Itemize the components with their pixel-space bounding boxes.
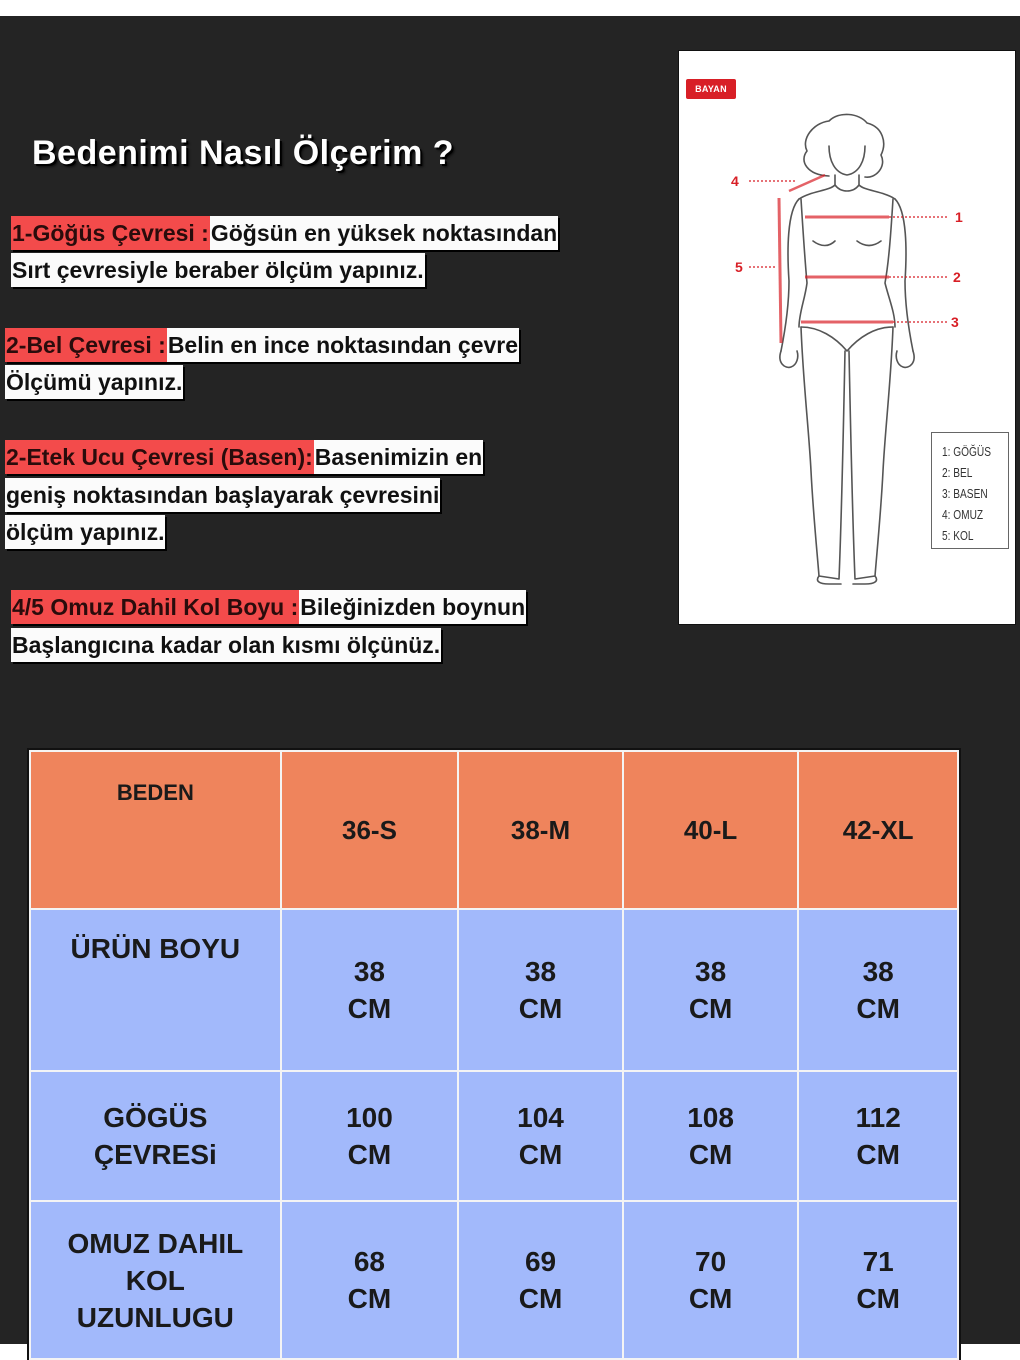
page-title: Bedenimi Nasıl Ölçerim ? [32,134,455,172]
table-cell: 108 CM [623,1071,799,1201]
row-label-gogus-cevresi: GÖGÜS ÇEVRESi [30,1071,281,1201]
legend-item: 2: BEL [942,465,973,480]
table-cell: 112 CM [798,1071,958,1201]
instruction-hip-label: 2-Etek Ucu Çevresi (Basen): [5,440,314,474]
instruction-waist-text: Belin en ince noktasından çevre [167,328,519,362]
legend-item: 4: OMUZ [942,507,984,522]
legend-item: 3: BASEN [942,486,988,501]
instruction-hip-text-2: geniş noktasından başlayarak çevresini [5,478,440,512]
instruction-waist-line-1 [5,328,519,362]
measurement-legend [931,432,1009,549]
instruction-sleeve-label: 4/5 Omuz Dahil Kol Boyu : [11,590,299,624]
instruction-chest-label: 1-Göğüs Çevresi : [11,216,210,250]
table-cell: 104 CM [458,1071,623,1201]
instruction-waist-line-2 [5,365,183,399]
instruction-waist-label: 2-Bel Çevresi : [5,328,167,362]
table-cell: 71 CM [798,1201,958,1359]
instruction-waist-text-2: Ölçümü yapınız. [5,365,183,399]
table-cell: 100 CM [281,1071,459,1201]
row-label-omuz-dahil-kol-uzunlugu: OMUZ DAHIL KOL UZUNLUGU [30,1201,281,1359]
table-cell: 38 CM [623,909,799,1071]
marker-1: 1 [955,209,963,225]
instruction-hip-text-3: ölçüm yapınız. [5,515,165,549]
header-size: 38-M [458,751,623,909]
instruction-sleeve-line-2 [11,628,441,662]
instruction-hip-line-3 [5,515,165,549]
size-chart-table [29,750,959,1360]
header-size: 40-L [623,751,799,909]
instruction-sleeve-text: Bileğinizden boynun [299,590,526,624]
table-row [30,1201,958,1359]
header-size: 42-XL [798,751,958,909]
legend-item: 5: KOL [942,528,974,543]
table-cell: 38 CM [798,909,958,1071]
header-beden: BEDEN [30,751,281,909]
table-cell: 68 CM [281,1201,459,1359]
marker-3: 3 [951,314,959,330]
body-measurement-figure [678,50,1016,625]
table-cell: 38 CM [281,909,459,1071]
instruction-chest-line-1 [11,216,558,250]
instruction-chest-line-2 [11,253,425,287]
instruction-chest-text-2: Sırt çevresiyle beraber ölçüm yapınız. [11,253,425,287]
marker-4: 4 [731,173,739,189]
marker-2: 2 [953,269,961,285]
instruction-hip-text: Basenimizin en [314,440,483,474]
instruction-hip-line-2 [5,478,440,512]
table-cell: 69 CM [458,1201,623,1359]
table-header-row [30,751,958,909]
table-row [30,909,958,1071]
header-size: 36-S [281,751,459,909]
instruction-chest-text: Göğsün en yüksek noktasından [210,216,558,250]
table-cell: 38 CM [458,909,623,1071]
table-cell: 70 CM [623,1201,799,1359]
instruction-hip-line-1 [5,440,483,474]
instruction-sleeve-line-1 [11,590,526,624]
table-row [30,1071,958,1201]
row-label-urun-boyu: ÜRÜN BOYU [30,909,281,1071]
legend-item: 1: GÖĞÜS [942,444,992,459]
marker-5: 5 [735,259,743,275]
bayan-badge: BAYAN [686,79,736,99]
instruction-sleeve-text-2: Başlangıcına kadar olan kısmı ölçünüz. [11,628,441,662]
